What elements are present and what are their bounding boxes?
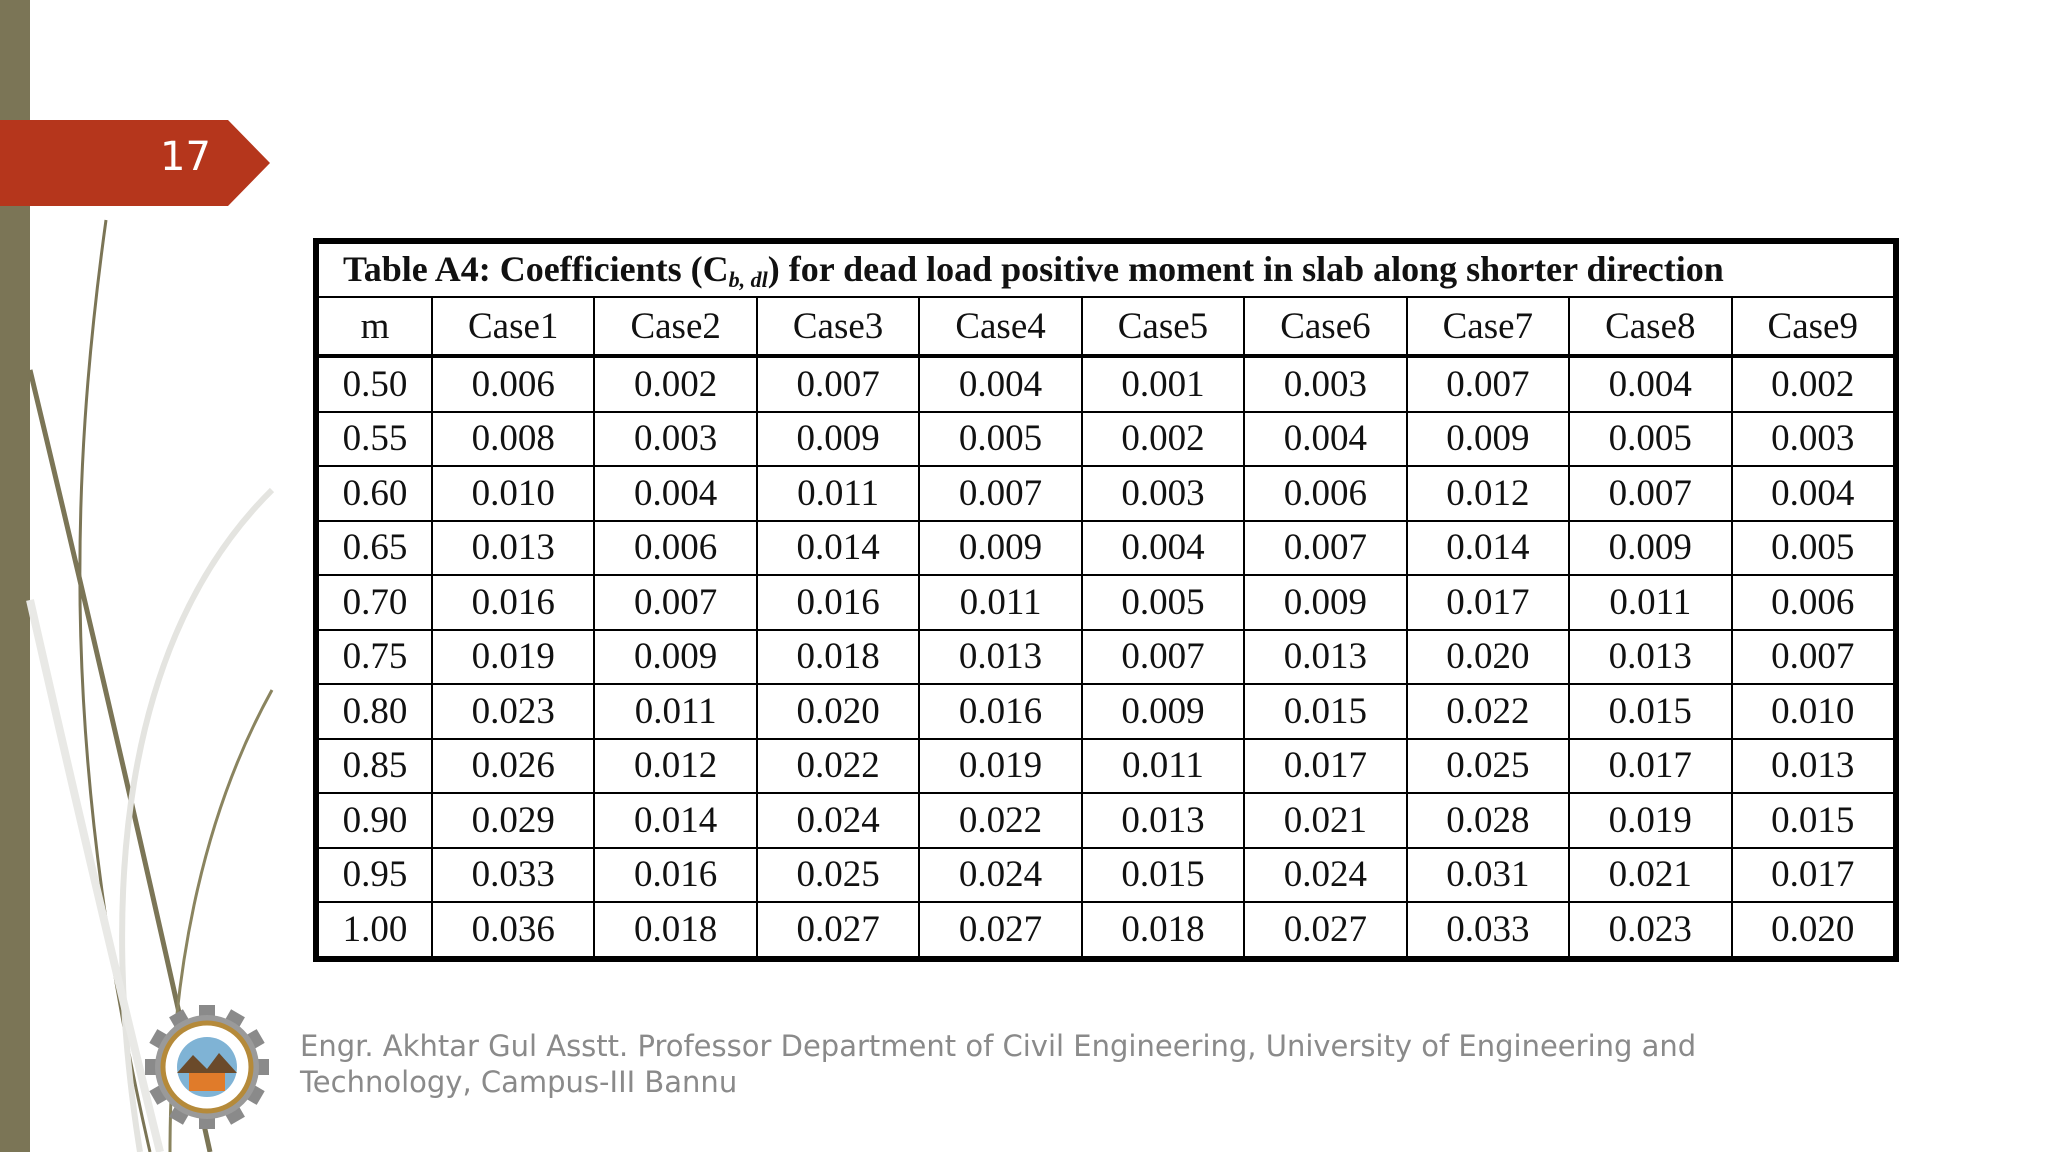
slide-number: 17 <box>160 134 211 180</box>
slide-number-tab <box>0 120 272 206</box>
table-row <box>318 684 1894 739</box>
coefficient-cell: 0.009 <box>1407 412 1569 467</box>
coefficient-cell: 0.011 <box>1569 575 1731 630</box>
m-value-cell: 1.00 <box>318 902 432 957</box>
header-case9: Case9 <box>1732 297 1895 356</box>
table-row <box>318 848 1894 903</box>
table-row <box>318 739 1894 794</box>
coefficient-cell: 0.013 <box>1569 630 1731 685</box>
coefficients-table <box>313 238 1899 962</box>
coefficient-cell: 0.008 <box>432 412 594 467</box>
coefficient-cell: 0.009 <box>1244 575 1406 630</box>
coefficient-cell: 0.003 <box>594 412 756 467</box>
table-row <box>318 793 1894 848</box>
coefficient-cell: 0.013 <box>1244 630 1406 685</box>
m-value-cell: 0.85 <box>318 739 432 794</box>
coefficient-cell: 0.005 <box>1569 412 1731 467</box>
table-header-row <box>318 297 1894 356</box>
coefficient-cell: 0.006 <box>594 521 756 576</box>
coefficient-cell: 0.013 <box>919 630 1081 685</box>
coefficient-cell: 0.007 <box>757 356 919 412</box>
coefficient-cell: 0.013 <box>1082 793 1244 848</box>
table-row <box>318 466 1894 521</box>
coefficient-cell: 0.017 <box>1244 739 1406 794</box>
coefficient-cell: 0.018 <box>757 630 919 685</box>
coefficient-cell: 0.012 <box>594 739 756 794</box>
table-row <box>318 630 1894 685</box>
coefficient-cell: 0.031 <box>1407 848 1569 903</box>
coefficient-cell: 0.002 <box>1732 356 1895 412</box>
coefficient-cell: 0.022 <box>757 739 919 794</box>
m-value-cell: 0.55 <box>318 412 432 467</box>
coefficient-cell: 0.013 <box>1732 739 1895 794</box>
coefficient-cell: 0.009 <box>594 630 756 685</box>
m-value-cell: 0.70 <box>318 575 432 630</box>
coefficient-cell: 0.024 <box>1244 848 1406 903</box>
coefficient-cell: 0.024 <box>757 793 919 848</box>
coefficient-cell: 0.018 <box>1082 902 1244 957</box>
coefficient-cell: 0.007 <box>1407 356 1569 412</box>
coefficient-cell: 0.004 <box>1082 521 1244 576</box>
header-case2: Case2 <box>594 297 756 356</box>
coefficient-cell: 0.002 <box>1082 412 1244 467</box>
coefficient-cell: 0.015 <box>1082 848 1244 903</box>
coefficient-cell: 0.009 <box>757 412 919 467</box>
coefficient-cell: 0.021 <box>1244 793 1406 848</box>
coefficient-cell: 0.019 <box>919 739 1081 794</box>
table-row <box>318 521 1894 576</box>
coefficient-cell: 0.001 <box>1082 356 1244 412</box>
coefficient-cell: 0.011 <box>1082 739 1244 794</box>
coefficient-cell: 0.010 <box>1732 684 1895 739</box>
coefficient-cell: 0.007 <box>1082 630 1244 685</box>
m-value-cell: 0.80 <box>318 684 432 739</box>
coefficient-cell: 0.026 <box>432 739 594 794</box>
coefficient-cell: 0.019 <box>432 630 594 685</box>
footer-credit: Engr. Akhtar Gul Asstt. Professor Department of Civil Engineering, University of Engineering and Technology, Campus-III Bannu <box>300 1029 1697 1099</box>
coefficient-cell: 0.019 <box>1569 793 1731 848</box>
m-value-cell: 0.60 <box>318 466 432 521</box>
coefficient-cell: 0.006 <box>1244 466 1406 521</box>
header-m: m <box>318 297 432 356</box>
table-body <box>318 356 1894 957</box>
coefficient-cell: 0.020 <box>1732 902 1895 957</box>
m-value-cell: 0.90 <box>318 793 432 848</box>
coefficient-cell: 0.021 <box>1569 848 1731 903</box>
coefficient-cell: 0.023 <box>1569 902 1731 957</box>
coefficient-cell: 0.011 <box>919 575 1081 630</box>
coefficient-cell: 0.007 <box>594 575 756 630</box>
coefficient-cell: 0.020 <box>1407 630 1569 685</box>
coefficient-cell: 0.010 <box>432 466 594 521</box>
coefficient-cell: 0.014 <box>757 521 919 576</box>
coefficient-cell: 0.003 <box>1732 412 1895 467</box>
coefficient-cell: 0.004 <box>919 356 1081 412</box>
coefficient-cell: 0.020 <box>757 684 919 739</box>
coefficient-cell: 0.011 <box>594 684 756 739</box>
header-case4: Case4 <box>919 297 1081 356</box>
coefficient-cell: 0.025 <box>1407 739 1569 794</box>
coefficient-cell: 0.011 <box>757 466 919 521</box>
coefficient-cell: 0.007 <box>1732 630 1895 685</box>
coefficient-cell: 0.009 <box>1569 521 1731 576</box>
coefficient-cell: 0.016 <box>432 575 594 630</box>
coefficient-cell: 0.013 <box>432 521 594 576</box>
header-case1: Case1 <box>432 297 594 356</box>
coefficient-cell: 0.014 <box>594 793 756 848</box>
table-row <box>318 356 1894 412</box>
table-row <box>318 902 1894 957</box>
coefficient-cell: 0.002 <box>594 356 756 412</box>
coefficient-cell: 0.006 <box>432 356 594 412</box>
header-case8: Case8 <box>1569 297 1731 356</box>
coefficient-cell: 0.004 <box>1569 356 1731 412</box>
m-value-cell: 0.95 <box>318 848 432 903</box>
header-case5: Case5 <box>1082 297 1244 356</box>
coefficient-cell: 0.027 <box>1244 902 1406 957</box>
coefficient-cell: 0.023 <box>432 684 594 739</box>
coefficient-cell: 0.022 <box>919 793 1081 848</box>
coefficient-cell: 0.027 <box>919 902 1081 957</box>
coefficient-cell: 0.005 <box>1082 575 1244 630</box>
coefficient-cell: 0.014 <box>1407 521 1569 576</box>
m-value-cell: 0.65 <box>318 521 432 576</box>
m-value-cell: 0.50 <box>318 356 432 412</box>
coefficient-cell: 0.009 <box>919 521 1081 576</box>
coefficient-cell: 0.015 <box>1732 793 1895 848</box>
coefficient-cell: 0.004 <box>1732 466 1895 521</box>
m-value-cell: 0.75 <box>318 630 432 685</box>
coefficient-cell: 0.036 <box>432 902 594 957</box>
coefficient-cell: 0.007 <box>919 466 1081 521</box>
coefficient-cell: 0.017 <box>1569 739 1731 794</box>
coefficient-cell: 0.018 <box>594 902 756 957</box>
coefficient-cell: 0.033 <box>432 848 594 903</box>
coefficient-cell: 0.025 <box>757 848 919 903</box>
header-case6: Case6 <box>1244 297 1406 356</box>
coefficient-cell: 0.033 <box>1407 902 1569 957</box>
coefficient-cell: 0.006 <box>1732 575 1895 630</box>
coefficient-cell: 0.027 <box>757 902 919 957</box>
coefficient-cell: 0.016 <box>594 848 756 903</box>
coefficient-cell: 0.029 <box>432 793 594 848</box>
coefficient-cell: 0.003 <box>1082 466 1244 521</box>
table-row <box>318 412 1894 467</box>
coefficient-cell: 0.015 <box>1244 684 1406 739</box>
coefficient-cell: 0.005 <box>919 412 1081 467</box>
coefficient-cell: 0.017 <box>1407 575 1569 630</box>
coefficient-cell: 0.017 <box>1732 848 1895 903</box>
table-row <box>318 575 1894 630</box>
coefficient-cell: 0.009 <box>1082 684 1244 739</box>
coefficient-cell: 0.007 <box>1244 521 1406 576</box>
coefficient-cell: 0.005 <box>1732 521 1895 576</box>
coefficient-cell: 0.016 <box>757 575 919 630</box>
coefficient-cell: 0.015 <box>1569 684 1731 739</box>
header-case7: Case7 <box>1407 297 1569 356</box>
coefficient-cell: 0.012 <box>1407 466 1569 521</box>
coefficient-cell: 0.028 <box>1407 793 1569 848</box>
coefficient-cell: 0.016 <box>919 684 1081 739</box>
table-caption: Table A4: Coefficients $(C_{b, dl})$ for dead load positive moment in slab along shorter direction <box>318 243 1894 297</box>
coefficient-cell: 0.007 <box>1569 466 1731 521</box>
university-seal-icon <box>145 1005 269 1129</box>
coefficient-cell: 0.024 <box>919 848 1081 903</box>
coefficient-cell: 0.003 <box>1244 356 1406 412</box>
header-case3: Case3 <box>757 297 919 356</box>
coefficient-cell: 0.022 <box>1407 684 1569 739</box>
coefficient-cell: 0.004 <box>594 466 756 521</box>
coefficient-cell: 0.004 <box>1244 412 1406 467</box>
